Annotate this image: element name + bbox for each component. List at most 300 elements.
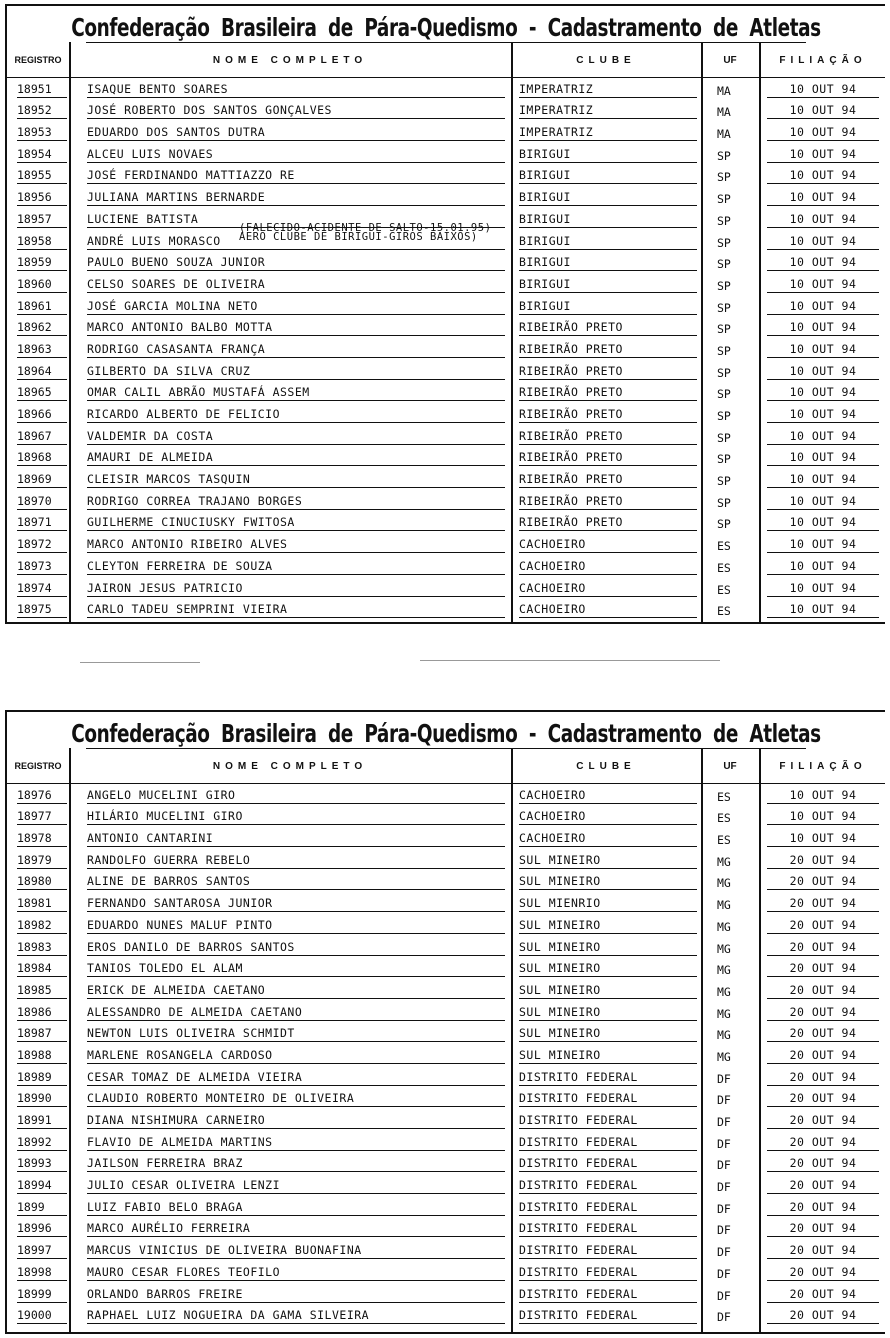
nome-cell: CESAR TOMAZ DE ALMEIDA VIEIRA [87, 1070, 505, 1086]
nome-cell: ALESSANDRO DE ALMEIDA CAETANO [87, 1005, 505, 1021]
header-uf: UF [723, 760, 737, 772]
clube-cell: SUL MINEIRO [519, 940, 697, 956]
nome-cell: ERICK DE ALMEIDA CAETANO [87, 983, 505, 999]
registro-cell: 18955 [17, 168, 67, 184]
filiacao-cell: 10 OUT 94 [767, 212, 879, 228]
title-word: Atletas [749, 719, 821, 748]
clube-cell: DISTRITO FEDERAL [519, 1113, 697, 1129]
table-row [7, 555, 885, 577]
filiacao-cell: 20 OUT 94 [767, 940, 879, 956]
registro-cell: 18958 [17, 234, 67, 250]
filiacao-cell: 20 OUT 94 [767, 1026, 879, 1042]
uf-cell: MG [717, 854, 731, 869]
clube-cell: RIBEIRÃO PRETO [519, 320, 697, 336]
title-word: Atletas [749, 13, 821, 42]
filiacao-cell: 10 OUT 94 [767, 82, 879, 98]
table-row [7, 1174, 885, 1196]
filiacao-cell: 10 OUT 94 [767, 125, 879, 141]
table-row [7, 936, 885, 958]
title-word: de [713, 13, 738, 42]
registro-cell: 18978 [17, 831, 67, 847]
filiacao-cell: 10 OUT 94 [767, 364, 879, 380]
registro-cell: 18988 [17, 1048, 67, 1064]
uf-cell: MG [717, 1006, 731, 1021]
clube-cell: CACHOEIRO [519, 809, 697, 825]
scan-artifact [420, 660, 720, 661]
clube-cell: SUL MINEIRO [519, 961, 697, 977]
uf-cell: SP [717, 257, 731, 272]
nome-cell: JOSÉ GARCIA MOLINA NETO [87, 299, 505, 315]
filiacao-cell: 10 OUT 94 [767, 320, 879, 336]
filiacao-cell: 20 OUT 94 [767, 896, 879, 912]
uf-cell: SP [717, 365, 731, 380]
table-row [7, 1023, 885, 1045]
uf-cell: MG [717, 963, 731, 978]
table-row [7, 577, 885, 599]
registro-cell: 18951 [17, 82, 67, 98]
filiacao-cell: 10 OUT 94 [767, 537, 879, 553]
title-word: de [713, 719, 738, 748]
registro-cell: 18965 [17, 385, 67, 401]
uf-cell: SP [717, 322, 731, 337]
nome-cell: PAULO BUENO SOUZA JUNIOR [87, 255, 505, 271]
nome-cell: EROS DANILO DE BARROS SANTOS [87, 940, 505, 956]
registro-cell: 18972 [17, 537, 67, 553]
uf-cell: SP [717, 387, 731, 402]
filiacao-cell: 20 OUT 94 [767, 961, 879, 977]
uf-cell: MA [717, 105, 731, 120]
nome-cell: RODRIGO CASASANTA FRANÇA [87, 342, 505, 358]
nome-cell: CLEISIR MARCOS TASQUIN [87, 472, 505, 488]
uf-cell: MG [717, 984, 731, 999]
clube-cell: IMPERATRIZ [519, 103, 697, 119]
clube-cell: DISTRITO FEDERAL [519, 1135, 697, 1151]
registro-cell: 18970 [17, 494, 67, 510]
table-row [7, 143, 885, 165]
uf-cell: DF [717, 1180, 731, 1195]
registro-cell: 18959 [17, 255, 67, 271]
clube-cell: RIBEIRÃO PRETO [519, 385, 697, 401]
nome-cell: RANDOLFO GUERRA REBELO [87, 853, 505, 869]
table-row [7, 221, 885, 252]
clube-cell: SUL MINEIRO [519, 874, 697, 890]
filiacao-cell: 20 OUT 94 [767, 1156, 879, 1172]
table-row [7, 849, 885, 871]
clube-cell: SUL MINEIRO [519, 1048, 697, 1064]
clube-cell: RIBEIRÃO PRETO [519, 472, 697, 488]
filiacao-cell: 10 OUT 94 [767, 385, 879, 401]
table-row [7, 1196, 885, 1218]
nome-cell: ORLANDO BARROS FREIRE [87, 1287, 505, 1303]
annotation-line: AERO CLUBE DE BIRIGUI-GIROS BAIXOS) [239, 230, 478, 243]
uf-cell: MG [717, 1028, 731, 1043]
clube-cell: DISTRITO FEDERAL [519, 1221, 697, 1237]
clube-cell: DISTRITO FEDERAL [519, 1070, 697, 1086]
uf-cell: SP [717, 170, 731, 185]
registro-cell: 18999 [17, 1287, 67, 1303]
registro-cell: 18983 [17, 940, 67, 956]
table-row [7, 1283, 885, 1305]
registro-cell: 18971 [17, 515, 67, 531]
uf-cell: SP [717, 409, 731, 423]
clube-cell: DISTRITO FEDERAL [519, 1308, 697, 1324]
title-word: Confederação [71, 13, 210, 42]
clube-cell: SUL MINEIRO [519, 1005, 697, 1021]
uf-cell: SP [717, 452, 731, 467]
uf-cell: SP [717, 474, 731, 489]
filiacao-cell: 10 OUT 94 [767, 190, 879, 206]
clube-cell: CACHOEIRO [519, 559, 697, 575]
uf-cell: SP [717, 235, 731, 250]
nome-cell: MARCO AURÉLIO FERREIRA [87, 1221, 505, 1237]
clube-cell: BIRIGUI [519, 299, 697, 315]
nome-cell: CARLO TADEU SEMPRINI VIEIRA [87, 602, 505, 618]
title-word: Cadastramento [547, 13, 702, 42]
nome-cell: MARCUS VINICIUS DE OLIVEIRA BUONAFINA [87, 1243, 505, 1259]
registro-cell: 18979 [17, 853, 67, 869]
registro-cell: 18966 [17, 407, 67, 423]
registro-cell: 18953 [17, 125, 67, 141]
uf-cell: ES [717, 560, 731, 575]
athlete-rows [7, 784, 885, 1326]
registry-sheet-2 [5, 710, 885, 1334]
filiacao-cell: 10 OUT 94 [767, 342, 879, 358]
registro-cell: 18986 [17, 1005, 67, 1021]
registro-cell: 18991 [17, 1113, 67, 1129]
clube-cell: RIBEIRÃO PRETO [519, 450, 697, 466]
clube-cell: BIRIGUI [519, 168, 697, 184]
registro-cell: 18975 [17, 602, 67, 618]
nome-cell: EDUARDO NUNES MALUF PINTO [87, 918, 505, 934]
filiacao-cell: 10 OUT 94 [767, 147, 879, 163]
nome-cell: EDUARDO DOS SANTOS DUTRA [87, 125, 505, 141]
header-filiacao: FILIAÇÃO [779, 54, 867, 66]
uf-cell: MG [717, 876, 731, 891]
table-row [7, 979, 885, 1001]
registro-cell: 18997 [17, 1243, 67, 1259]
registro-cell: 18985 [17, 983, 67, 999]
filiacao-cell: 10 OUT 94 [767, 234, 879, 250]
uf-cell: DF [717, 1288, 731, 1303]
table-row [7, 490, 885, 512]
registro-cell: 18968 [17, 450, 67, 466]
filiacao-cell: 20 OUT 94 [767, 918, 879, 934]
filiacao-cell: 20 OUT 94 [767, 1265, 879, 1281]
nome-cell: NEWTON LUIS OLIVEIRA SCHMIDT [87, 1026, 505, 1042]
clube-cell: BIRIGUI [519, 190, 697, 206]
table-row [7, 784, 885, 806]
header-registro: REGISTRO [14, 761, 62, 771]
header-filiacao: FILIAÇÃO [779, 760, 867, 772]
uf-cell: MG [717, 1049, 731, 1064]
table-row [7, 1066, 885, 1088]
nome-cell: FLAVIO DE ALMEIDA MARTINS [87, 1135, 505, 1151]
title-dash: - [528, 13, 537, 42]
filiacao-cell: 20 OUT 94 [767, 853, 879, 869]
filiacao-cell: 20 OUT 94 [767, 1178, 879, 1194]
clube-cell: RIBEIRÃO PRETO [519, 407, 697, 423]
table-row [7, 121, 885, 143]
title-word: Brasileira [221, 13, 317, 42]
uf-cell: ES [717, 811, 731, 826]
filiacao-cell: 20 OUT 94 [767, 983, 879, 999]
nome-cell: ANGELO MUCELINI GIRO [87, 788, 505, 804]
registro-cell: 18977 [17, 809, 67, 825]
clube-cell: DISTRITO FEDERAL [519, 1091, 697, 1107]
clube-cell: SUL MIENRIO [519, 896, 697, 912]
title-word: de [327, 13, 353, 42]
table-row [7, 958, 885, 980]
nome-cell: AMAURI DE ALMEIDA [87, 450, 505, 466]
uf-cell: DF [717, 1223, 731, 1238]
clube-cell: IMPERATRIZ [519, 125, 697, 141]
table-row [7, 806, 885, 828]
nome-cell: RAPHAEL LUIZ NOGUEIRA DA GAMA SILVEIRA [87, 1308, 505, 1324]
clube-cell: SUL MINEIRO [519, 853, 697, 869]
nome-cell: GILBERTO DA SILVA CRUZ [87, 364, 505, 380]
filiacao-cell: 10 OUT 94 [767, 407, 879, 423]
filiacao-cell: 10 OUT 94 [767, 472, 879, 488]
uf-cell: MG [717, 898, 731, 913]
header-nome: NOME COMPLETO [212, 54, 368, 66]
header-clube: CLUBE [576, 54, 636, 66]
nome-cell: ALINE DE BARROS SANTOS [87, 874, 505, 890]
registro-cell: 18981 [17, 896, 67, 912]
registro-cell: 18954 [17, 147, 67, 163]
uf-cell: SP [717, 300, 731, 315]
nome-cell: ANDRÉ LUIS MORASCO [87, 234, 505, 250]
table-row [7, 599, 885, 621]
uf-cell: DF [717, 1071, 731, 1086]
uf-cell: DF [717, 1158, 731, 1173]
clube-cell: CACHOEIRO [519, 602, 697, 618]
registro-cell: 18993 [17, 1156, 67, 1172]
uf-cell: SP [717, 148, 731, 163]
column-headers [7, 43, 885, 78]
clube-cell: CACHOEIRO [519, 581, 697, 597]
table-row [7, 100, 885, 122]
nome-cell: HILÁRIO MUCELINI GIRO [87, 809, 505, 825]
clube-cell: RIBEIRÃO PRETO [519, 494, 697, 510]
clube-cell: RIBEIRÃO PRETO [519, 364, 697, 380]
clube-cell: BIRIGUI [519, 234, 697, 250]
filiacao-cell: 20 OUT 94 [767, 1005, 879, 1021]
uf-cell: DF [717, 1093, 731, 1108]
filiacao-cell: 20 OUT 94 [767, 1243, 879, 1259]
column-headers [7, 749, 885, 784]
header-nome: NOME COMPLETO [212, 760, 368, 772]
nome-cell: VALDEMIR DA COSTA [87, 429, 505, 445]
uf-cell: SP [717, 343, 731, 358]
table-row [7, 338, 885, 360]
uf-cell: SP [717, 213, 731, 228]
table-row [7, 1044, 885, 1066]
nome-cell: MARLENE ROSANGELA CARDOSO [87, 1048, 505, 1064]
table-row [7, 317, 885, 339]
nome-cell: ANTONIO CANTARINI [87, 831, 505, 847]
filiacao-cell: 10 OUT 94 [767, 168, 879, 184]
clube-cell: SUL MINEIRO [519, 983, 697, 999]
athlete-rows [7, 78, 885, 620]
uf-cell: MG [717, 941, 731, 956]
clube-cell: DISTRITO FEDERAL [519, 1243, 697, 1259]
annotation-note [239, 221, 492, 250]
registro-cell: 18974 [17, 581, 67, 597]
registro-cell: 18952 [17, 103, 67, 119]
filiacao-cell: 20 OUT 94 [767, 1221, 879, 1237]
clube-cell: SUL MINEIRO [519, 1026, 697, 1042]
filiacao-cell: 10 OUT 94 [767, 831, 879, 847]
filiacao-cell: 10 OUT 94 [767, 299, 879, 315]
uf-cell: SP [717, 278, 731, 293]
uf-cell: DF [717, 1115, 731, 1129]
nome-cell: JULIANA MARTINS BERNARDE [87, 190, 505, 206]
clube-cell: CACHOEIRO [519, 537, 697, 553]
header-uf: UF [723, 54, 737, 66]
uf-cell: MA [717, 83, 731, 98]
filiacao-cell: 20 OUT 94 [767, 1113, 879, 1129]
uf-cell: ES [717, 833, 731, 848]
registro-cell: 18998 [17, 1265, 67, 1281]
table-row [7, 1218, 885, 1240]
title-word: de [327, 719, 353, 748]
nome-cell: TANIOS TOLEDO EL ALAM [87, 961, 505, 977]
table-row [7, 360, 885, 382]
nome-cell: RODRIGO CORREA TRAJANO BORGES [87, 494, 505, 510]
registro-cell: 18969 [17, 472, 67, 488]
filiacao-cell: 10 OUT 94 [767, 559, 879, 575]
nome-cell: DIANA NISHIMURA CARNEIRO [87, 1113, 505, 1129]
filiacao-cell: 10 OUT 94 [767, 602, 879, 618]
filiacao-cell: 10 OUT 94 [767, 809, 879, 825]
uf-cell: DF [717, 1310, 731, 1325]
filiacao-cell: 20 OUT 94 [767, 874, 879, 890]
registro-cell: 18964 [17, 364, 67, 380]
title-word: Pára-Quedismo [364, 13, 518, 42]
clube-cell: RIBEIRÃO PRETO [519, 429, 697, 445]
table-row [7, 447, 885, 469]
header-registro: REGISTRO [14, 55, 62, 65]
nome-cell: JOSÉ FERDINANDO MATTIAZZO RE [87, 168, 505, 184]
nome-cell: CLEYTON FERREIRA DE SOUZA [87, 559, 505, 575]
nome-cell: ISAQUE BENTO SOARES [87, 82, 505, 98]
nome-cell: MARCO ANTONIO RIBEIRO ALVES [87, 537, 505, 553]
table-row [7, 827, 885, 849]
clube-cell: RIBEIRÃO PRETO [519, 515, 697, 531]
filiacao-cell: 20 OUT 94 [767, 1048, 879, 1064]
table-row [7, 512, 885, 534]
clube-cell: DISTRITO FEDERAL [519, 1156, 697, 1172]
clube-cell: CACHOEIRO [519, 831, 697, 847]
table-row [7, 186, 885, 208]
registro-cell: 18982 [17, 918, 67, 934]
table-row [7, 165, 885, 187]
uf-cell: ES [717, 582, 731, 597]
filiacao-cell: 20 OUT 94 [767, 1135, 879, 1151]
filiacao-cell: 20 OUT 94 [767, 1070, 879, 1086]
clube-cell: RIBEIRÃO PRETO [519, 342, 697, 358]
title-word: Cadastramento [547, 719, 702, 748]
filiacao-cell: 10 OUT 94 [767, 788, 879, 804]
registro-cell: 18956 [17, 190, 67, 206]
registro-cell: 18984 [17, 961, 67, 977]
nome-cell: JAILSON FERREIRA BRAZ [87, 1156, 505, 1172]
uf-cell: DF [717, 1201, 731, 1216]
title-word: Brasileira [221, 719, 317, 748]
nome-cell: JAIRON JESUS PATRICIO [87, 581, 505, 597]
filiacao-cell: 10 OUT 94 [767, 515, 879, 531]
table-row [7, 892, 885, 914]
table-row [7, 871, 885, 893]
nome-cell: OMAR CALIL ABRÃO MUSTAFÁ ASSEM [87, 385, 505, 401]
uf-cell: SP [717, 517, 731, 532]
uf-cell: SP [717, 430, 731, 445]
filiacao-cell: 10 OUT 94 [767, 494, 879, 510]
uf-cell: MA [717, 127, 731, 142]
clube-cell: SUL MINEIRO [519, 918, 697, 934]
filiacao-cell: 20 OUT 94 [767, 1287, 879, 1303]
filiacao-cell: 20 OUT 94 [767, 1200, 879, 1216]
table-row [7, 1109, 885, 1131]
nome-cell: FERNANDO SANTAROSA JUNIOR [87, 896, 505, 912]
filiacao-cell: 10 OUT 94 [767, 103, 879, 119]
nome-cell: CELSO SOARES DE OLIVEIRA [87, 277, 505, 293]
registro-cell: 18961 [17, 299, 67, 315]
filiacao-cell: 10 OUT 94 [767, 429, 879, 445]
nome-cell: LUCIENE BATISTA [87, 212, 505, 228]
clube-cell: BIRIGUI [519, 212, 697, 228]
table-row [7, 273, 885, 295]
registro-cell: 18989 [17, 1070, 67, 1086]
nome-cell: MAURO CESAR FLORES TEOFILO [87, 1265, 505, 1281]
registro-cell: 18960 [17, 277, 67, 293]
title-word: Confederação [71, 719, 210, 748]
table-row [7, 1001, 885, 1023]
header-clube: CLUBE [576, 760, 636, 772]
clube-cell: BIRIGUI [519, 147, 697, 163]
clube-cell: BIRIGUI [519, 255, 697, 271]
table-row [7, 468, 885, 490]
registro-cell: 18990 [17, 1091, 67, 1107]
title-dash: - [528, 719, 537, 748]
registro-cell: 18973 [17, 559, 67, 575]
registro-cell: 18957 [17, 212, 67, 228]
table-row [7, 403, 885, 425]
table-row [7, 1131, 885, 1153]
clube-cell: CACHOEIRO [519, 788, 697, 804]
clube-cell: DISTRITO FEDERAL [519, 1200, 697, 1216]
clube-cell: DISTRITO FEDERAL [519, 1287, 697, 1303]
nome-cell: MARCO ANTONIO BALBO MOTTA [87, 320, 505, 336]
nome-cell: GUILHERME CINUCIUSKY FWITOSA [87, 515, 505, 531]
table-row [7, 914, 885, 936]
registry-sheet-1 [5, 4, 885, 624]
clube-cell: BIRIGUI [519, 277, 697, 293]
clube-cell: DISTRITO FEDERAL [519, 1178, 697, 1194]
table-row [7, 533, 885, 555]
table-row [7, 78, 885, 100]
uf-cell: DF [717, 1245, 731, 1260]
clube-cell: DISTRITO FEDERAL [519, 1265, 697, 1281]
filiacao-cell: 10 OUT 94 [767, 255, 879, 271]
nome-cell: JOSÉ ROBERTO DOS SANTOS GONÇALVES [87, 103, 505, 119]
sheet-title [71, 6, 821, 43]
registro-cell: 18987 [17, 1026, 67, 1042]
registro-cell: 18994 [17, 1178, 67, 1194]
registro-cell: 18976 [17, 788, 67, 804]
registro-cell: 18996 [17, 1221, 67, 1237]
uf-cell: MG [717, 919, 731, 934]
